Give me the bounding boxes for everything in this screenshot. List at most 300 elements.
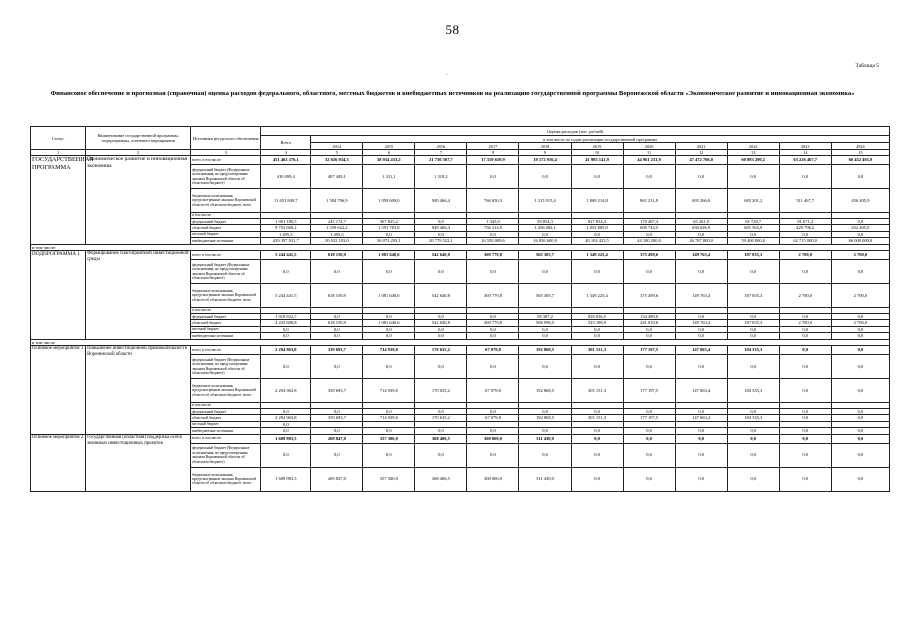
value-cell: 542 640,8 (415, 251, 467, 260)
value-cell: 187 035,3 (727, 251, 779, 260)
value-cell: 187 035,3 (727, 284, 779, 308)
value-cell: 0,0 (727, 231, 779, 237)
value-cell: 0,0 (727, 355, 779, 379)
value-cell: 2 700,0 (779, 284, 831, 308)
value-cell: 2 700,0 (779, 320, 831, 326)
header-total: Всего (261, 136, 311, 150)
header-year: 2020 (623, 143, 675, 150)
header-column-number: 12 (675, 150, 727, 156)
value-cell: 339 693,7 (311, 415, 363, 421)
value-cell: 0,0 (727, 314, 779, 320)
value-cell: 0,0 (727, 165, 779, 189)
value-cell: 0,0 (623, 333, 675, 339)
value-cell: 1 345,0 (467, 219, 519, 225)
row-source: федеральный бюджет (191, 314, 261, 320)
value-cell: 0,0 (571, 434, 623, 443)
value-cell: 0,0 (779, 434, 831, 443)
header-column-number: 5 (311, 150, 363, 156)
value-cell: 301 151,3 (571, 379, 623, 403)
value-cell: 0,0 (675, 333, 727, 339)
value-cell: 0,0 (519, 443, 571, 467)
value-cell: 187 035,3 (727, 320, 779, 326)
value-cell: 601 563,9 (727, 225, 779, 231)
value-cell: 949 466,4 (415, 225, 467, 231)
value-cell: 0,0 (261, 333, 311, 339)
value-cell: 714 939,0 (363, 379, 415, 403)
value-cell: 67 079,8 (467, 346, 519, 355)
row-name: Государственная (областная) поддержка особо значимых инвестиционных проектов (86, 434, 191, 491)
row-source: местный бюджет (191, 326, 261, 332)
value-cell: 44 100 200,0 (623, 238, 675, 244)
header-year: 2023 (779, 143, 831, 150)
value-cell: 0,0 (467, 409, 519, 415)
value-cell: 523 188,9 (571, 320, 623, 326)
row-source: федеральный бюджет (Федеральные ассигнования, не предусмотренные законом Воронежской области об областном бюджете) (191, 355, 261, 379)
value-cell: 0,0 (519, 326, 571, 332)
value-cell: 0,0 (779, 165, 831, 189)
value-cell: 0,0 (519, 428, 571, 434)
value-cell: 40 102 423,5 (571, 238, 623, 244)
value-cell: 0,0 (727, 434, 779, 443)
value-cell: 245 174,7 (311, 219, 363, 225)
value-cell: 439 397 931,7 (261, 238, 311, 244)
value-cell: 0,0 (675, 467, 727, 491)
table-row (31, 156, 890, 165)
value-cell: 0,0 (415, 428, 467, 434)
header-year: 2024 (831, 143, 889, 150)
row-name: Экономическое развитие и инновационная экономика (86, 156, 191, 245)
value-cell: 192 868,5 (519, 346, 571, 355)
value-cell: 506 998,5 (519, 320, 571, 326)
value-cell: 1 609 983,5 (261, 434, 311, 443)
header-year: 2022 (727, 143, 779, 150)
value-cell: 0,0 (779, 409, 831, 415)
value-cell: 0,0 (415, 333, 467, 339)
value-cell: 5 244 441,5 (261, 284, 311, 308)
value-cell: 2 294 963,8 (261, 379, 311, 403)
value-cell: 0,0 (779, 346, 831, 355)
value-cell: 0,0 (779, 415, 831, 421)
value-cell: 0,0 (779, 443, 831, 467)
row-source: федеральный бюджет (191, 219, 261, 225)
value-cell: 0,0 (311, 428, 363, 434)
value-cell: 1 315 915,4 (519, 189, 571, 213)
value-cell: 0,0 (623, 260, 675, 284)
header-in-years: в том числе по годам реализации государственной программы (311, 136, 890, 143)
value-cell: 0,0 (467, 260, 519, 284)
value-cell: 0,0 (675, 443, 727, 467)
value-cell: 0,0 (363, 428, 415, 434)
value-cell: 827 834,4 (571, 219, 623, 225)
value-cell: 2 294 963,8 (261, 346, 311, 355)
value-cell: 0,0 (675, 434, 727, 443)
row-source: федеральный бюджет (Федеральные ассигнования, не предусмотренные законом Воронежской области об областном бюджете) (191, 443, 261, 467)
value-cell: 2 294 963,8 (261, 415, 311, 421)
value-cell: 1 495,3 (311, 231, 363, 237)
value-cell: 1 584 796,9 (311, 189, 363, 213)
financing-table (30, 126, 890, 492)
value-cell: 11 653 849,7 (261, 189, 311, 213)
value-cell: 0,0 (779, 326, 831, 332)
value-cell: 369 779,8 (467, 284, 519, 308)
value-cell: 2 700,0 (831, 320, 889, 326)
value-cell: 2 700,0 (779, 251, 831, 260)
scan-dot: · (446, 72, 448, 78)
value-cell: 177 197,5 (623, 379, 675, 403)
value-cell: 0,0 (467, 333, 519, 339)
value-cell: 339 693,7 (311, 379, 363, 403)
value-cell: 0,0 (261, 443, 311, 467)
value-cell: 0,0 (779, 428, 831, 434)
row-source: в том числе: (191, 308, 261, 314)
value-cell: 177 197,5 (623, 346, 675, 355)
value-cell: 0,0 (467, 231, 519, 237)
value-cell: 0,0 (675, 409, 727, 415)
row-source: в том числе: (191, 213, 261, 219)
value-cell: 0,0 (415, 314, 467, 320)
value-cell: 0,0 (831, 434, 889, 443)
value-cell: 1 081 640,6 (363, 284, 415, 308)
page-number: 58 (445, 22, 460, 37)
value-cell: 16 856 600,9 (519, 238, 571, 244)
value-cell: 542 640,8 (415, 320, 467, 326)
value-cell: 0,0 (727, 260, 779, 284)
header-column-number: 8 (467, 150, 519, 156)
value-cell: 0,0 (675, 231, 727, 237)
value-cell: 0,0 (571, 409, 623, 415)
value-cell: 0,0 (261, 260, 311, 284)
value-cell: 0,0 (519, 355, 571, 379)
value-cell: 368 406,5 (415, 467, 467, 491)
value-cell: 452 405,9 (831, 225, 889, 231)
value-cell: 0,0 (363, 443, 415, 467)
value-cell: 0,0 (831, 326, 889, 332)
value-cell: 0,0 (623, 355, 675, 379)
value-cell: 170 635,2 (415, 379, 467, 403)
row-source: федеральный бюджет (191, 409, 261, 415)
value-cell: 375 499,6 (623, 251, 675, 260)
value-cell: 0,0 (623, 467, 675, 491)
value-cell: 542 640,8 (415, 284, 467, 308)
value-cell: 301 151,3 (571, 415, 623, 421)
value-cell: 0,0 (571, 260, 623, 284)
header-year: 2021 (675, 143, 727, 150)
row-status: ПОДПРОГРАММА 1 (31, 251, 86, 340)
value-cell: 0,0 (363, 231, 415, 237)
row-source: всего, в том числе: (191, 156, 261, 165)
value-cell: 0,0 (571, 165, 623, 189)
note-including: в том числе (31, 339, 890, 345)
row-source: в том числе: (191, 403, 261, 409)
value-cell: 0,0 (727, 333, 779, 339)
value-cell: 618 150,9 (311, 320, 363, 326)
value-cell: 0,0 (571, 355, 623, 379)
value-cell: 714 939,0 (363, 346, 415, 355)
value-cell: 0,0 (779, 260, 831, 284)
value-cell: 0,0 (311, 314, 363, 320)
value-cell: 1 331,1 (363, 165, 415, 189)
value-cell: 269 847,0 (311, 467, 363, 491)
value-cell: 0,0 (727, 443, 779, 467)
value-cell: 949 466,4 (415, 189, 467, 213)
row-source: всего, в том числе: (191, 434, 261, 443)
value-cell: 0,0 (675, 165, 727, 189)
value-cell: 0,0 (831, 333, 889, 339)
value-cell: 0,0 (363, 409, 415, 415)
value-cell: 1 052 885,0 (571, 225, 623, 231)
value-cell: 0,0 (831, 231, 889, 237)
row-name: Повышение инвестиционной привлекательности Воронежской области (86, 346, 191, 435)
value-cell: 0,0 (623, 443, 675, 467)
value-cell: 149 763,4 (675, 320, 727, 326)
value-cell: 0,0 (831, 314, 889, 320)
value-cell: 32 026 934,3 (311, 156, 363, 165)
value-cell: 1 901 180,5 (261, 219, 311, 225)
value-cell: 1 349 225,4 (571, 251, 623, 260)
value-cell: 0,0 (519, 165, 571, 189)
value-cell: 46 787 800,0 (675, 238, 727, 244)
value-cell: 0,0 (623, 165, 675, 189)
value-cell: 683 201,2 (727, 189, 779, 213)
value-cell: 0,0 (311, 409, 363, 415)
value-cell: 192 868,5 (519, 379, 571, 403)
value-cell: 511 467,7 (779, 189, 831, 213)
document-title: Финансовое обеспечение и прогнозная (справочная) оценка расходов федерального, областного, местных бюджетов и внебюджетных источников на реализацию государственной программы Воронежской области «Экономическое развитие и инновационная экономика» (50, 90, 855, 97)
value-cell: 618 150,9 (311, 284, 363, 308)
value-cell: 0,0 (675, 314, 727, 320)
value-cell: 0,0 (831, 219, 889, 225)
value-cell: 0,0 (467, 443, 519, 467)
value-cell: 1 591 783,8 (363, 225, 415, 231)
value-cell: 0,0 (467, 165, 519, 189)
value-cell: 61 728,7 (727, 219, 779, 225)
value-cell: 301 151,3 (571, 346, 623, 355)
value-cell: 9 752 669,2 (261, 225, 311, 231)
header-year: 2015 (363, 143, 415, 150)
header-year: 2019 (571, 143, 623, 150)
value-cell: 0,0 (727, 428, 779, 434)
value-cell: 618 150,9 (311, 251, 363, 260)
value-cell: 1 609 983,5 (261, 467, 311, 491)
value-cell: 0,0 (571, 443, 623, 467)
table-row (31, 251, 890, 260)
value-cell: 20 779 522,1 (415, 238, 467, 244)
value-cell: 184 335,3 (727, 415, 779, 421)
value-cell: 30 032 193,0 (311, 238, 363, 244)
value-cell: 0,0 (415, 409, 467, 415)
value-cell: 0,0 (363, 314, 415, 320)
table-header (31, 127, 890, 156)
value-cell: 0,0 (831, 346, 889, 355)
value-cell: 0,0 (363, 333, 415, 339)
value-cell: 0,0 (623, 231, 675, 237)
value-cell: 21 730 507,7 (415, 156, 467, 165)
value-cell: 0,0 (415, 231, 467, 237)
value-cell: 1 081 640,6 (363, 251, 415, 260)
value-cell: 0,0 (779, 333, 831, 339)
value-cell: 0,0 (831, 355, 889, 379)
header-column-number: 10 (571, 150, 623, 156)
row-source: бюджетные ассигнования, предусмотренные законом Воронежской области об областном бюджете, всего (191, 284, 261, 308)
value-cell: 0,0 (831, 415, 889, 421)
value-cell: 149 763,4 (675, 284, 727, 308)
value-cell: 429 796,5 (779, 225, 831, 231)
value-cell: 1 959 609,0 (363, 189, 415, 213)
value-cell: 0,0 (571, 231, 623, 237)
table-label: Таблица 5 (855, 63, 879, 69)
value-cell: 2 700,0 (831, 284, 889, 308)
value-cell: 0,0 (831, 260, 889, 284)
value-cell: 0,0 (571, 467, 623, 491)
value-cell: 1 256 082,1 (519, 225, 571, 231)
value-cell: 66 000 000,0 (831, 238, 889, 244)
value-cell: 0,0 (675, 428, 727, 434)
value-cell: 63 226 467,7 (779, 156, 831, 165)
value-cell: 0,0 (623, 428, 675, 434)
row-source: областной бюджет (191, 320, 261, 326)
table-row (31, 434, 890, 443)
header-year: 2017 (467, 143, 519, 150)
header-column-number: 1 (31, 150, 86, 156)
value-cell: 1 018 832,7 (261, 314, 311, 320)
header-source: Источники ресурсного обеспечения (191, 127, 261, 150)
value-cell: 241 010,6 (623, 320, 675, 326)
value-cell: 0,0 (727, 409, 779, 415)
value-cell: 0,0 (831, 443, 889, 467)
value-cell: 0,0 (831, 467, 889, 491)
value-cell: 0,0 (623, 434, 675, 443)
value-cell: 81 671,2 (779, 219, 831, 225)
value-cell: 630 026,9 (675, 225, 727, 231)
value-cell: 147 063,4 (675, 346, 727, 355)
value-cell: 0,0 (675, 355, 727, 379)
value-cell: 0,0 (415, 260, 467, 284)
value-cell: 367 825,2 (363, 219, 415, 225)
value-cell: 451 463 376,1 (261, 156, 311, 165)
row-source: всего, в том числе: (191, 251, 261, 260)
value-cell: 59 400 000,0 (727, 238, 779, 244)
value-cell: 0,0 (519, 333, 571, 339)
header-column-number: 14 (779, 150, 831, 156)
value-cell: 44 961 231,9 (623, 156, 675, 165)
value-cell: 861 231,9 (623, 189, 675, 213)
value-cell: 311 430,0 (519, 467, 571, 491)
value-cell: 0,0 (571, 333, 623, 339)
value-cell: 0,0 (467, 428, 519, 434)
header-column-number: 11 (623, 150, 675, 156)
value-cell: 0,0 (311, 326, 363, 332)
value-cell: 184 335,3 (727, 346, 779, 355)
value-cell: 66 452 405,9 (831, 156, 889, 165)
header-column-number: 7 (415, 150, 467, 156)
value-cell: 0,0 (261, 326, 311, 332)
value-cell: 0,0 (415, 355, 467, 379)
value-cell: 369 779,8 (467, 251, 519, 260)
value-cell: 47 472 706,0 (675, 156, 727, 165)
value-cell: 0,0 (311, 333, 363, 339)
value-cell: 0,0 (831, 379, 889, 403)
value-cell: 1 349 225,4 (571, 284, 623, 308)
value-cell: 0,0 (779, 379, 831, 403)
value-cell: 0,0 (779, 355, 831, 379)
value-cell: 0,0 (467, 355, 519, 379)
value-cell: 0,0 (831, 409, 889, 415)
value-cell: 41 983 141,9 (571, 156, 623, 165)
header-year: 2014 (311, 143, 363, 150)
value-cell: 695 266,0 (675, 189, 727, 213)
value-cell: 756 314,9 (467, 225, 519, 231)
value-cell: 0,0 (831, 165, 889, 189)
value-cell: 147 063,4 (675, 379, 727, 403)
value-cell: 2 700,0 (831, 251, 889, 260)
header-year: 2018 (519, 143, 571, 150)
row-status: Основное мероприятие 1 (31, 346, 86, 435)
value-cell: 0,0 (519, 231, 571, 237)
value-cell: 170 635,2 (415, 415, 467, 421)
row-source: областной бюджет (191, 225, 261, 231)
value-cell: 147 063,4 (675, 415, 727, 421)
value-cell: 0,0 (571, 428, 623, 434)
row-source: бюджетные ассигнования, предусмотренные законом Воронежской области об областном бюджете, всего (191, 379, 261, 403)
value-cell: 0,0 (727, 326, 779, 332)
header-column-number: 15 (831, 150, 889, 156)
header-column-number: 4 (261, 150, 311, 156)
value-cell: 0,0 (261, 421, 311, 427)
value-cell: 0,0 (571, 326, 623, 332)
header-expenses: Оценка расходов (тыс. рублей) (261, 127, 890, 136)
value-cell: 0,0 (779, 231, 831, 237)
row-source: федеральный бюджет (Федеральные ассигнования, не предусмотренные законом Воронежской области об областном бюджете) (191, 165, 261, 189)
table-row (31, 346, 890, 355)
header-column-number: 2 (86, 150, 191, 156)
value-cell: 17 319 659,9 (467, 156, 519, 165)
header-year: 2016 (415, 143, 467, 150)
value-cell: 0,0 (675, 260, 727, 284)
row-source: местный бюджет (191, 231, 261, 237)
value-cell: 0,0 (311, 260, 363, 284)
value-cell: 0,0 (311, 355, 363, 379)
value-cell: 339 693,7 (311, 346, 363, 355)
value-cell: 0,0 (467, 326, 519, 332)
value-cell: 16 550 009,6 (467, 238, 519, 244)
value-cell: 0,0 (519, 409, 571, 415)
value-cell: 36 073 293,1 (363, 238, 415, 244)
value-cell: 0,0 (623, 409, 675, 415)
value-cell: 4 225 608,8 (261, 320, 311, 326)
value-cell: 1 319,2 (415, 165, 467, 189)
value-cell: 1 869 214,8 (571, 189, 623, 213)
value-cell: 184 335,3 (727, 379, 779, 403)
value-cell: 0,0 (623, 326, 675, 332)
value-cell: 456 405,9 (831, 189, 889, 213)
value-cell: 0,0 (831, 428, 889, 434)
row-source: местный бюджет (191, 421, 261, 427)
value-cell: 0,0 (415, 443, 467, 467)
value-cell: 311 430,0 (519, 434, 571, 443)
row-source: внебюджетные источники (191, 333, 261, 339)
value-cell: 0,0 (467, 314, 519, 320)
value-cell: 18 172 916,4 (519, 156, 571, 165)
value-cell: 67 079,8 (467, 415, 519, 421)
row-source: внебюджетные источники (191, 238, 261, 244)
value-cell: 826 036,5 (571, 314, 623, 320)
value-cell: 59 854,3 (519, 219, 571, 225)
row-status: Основное мероприятие 2 (31, 434, 86, 491)
value-cell: 60 083 290,2 (727, 156, 779, 165)
value-cell: 0,0 (779, 314, 831, 320)
value-cell: 690 744,5 (623, 225, 675, 231)
value-cell: 0,0 (311, 443, 363, 467)
